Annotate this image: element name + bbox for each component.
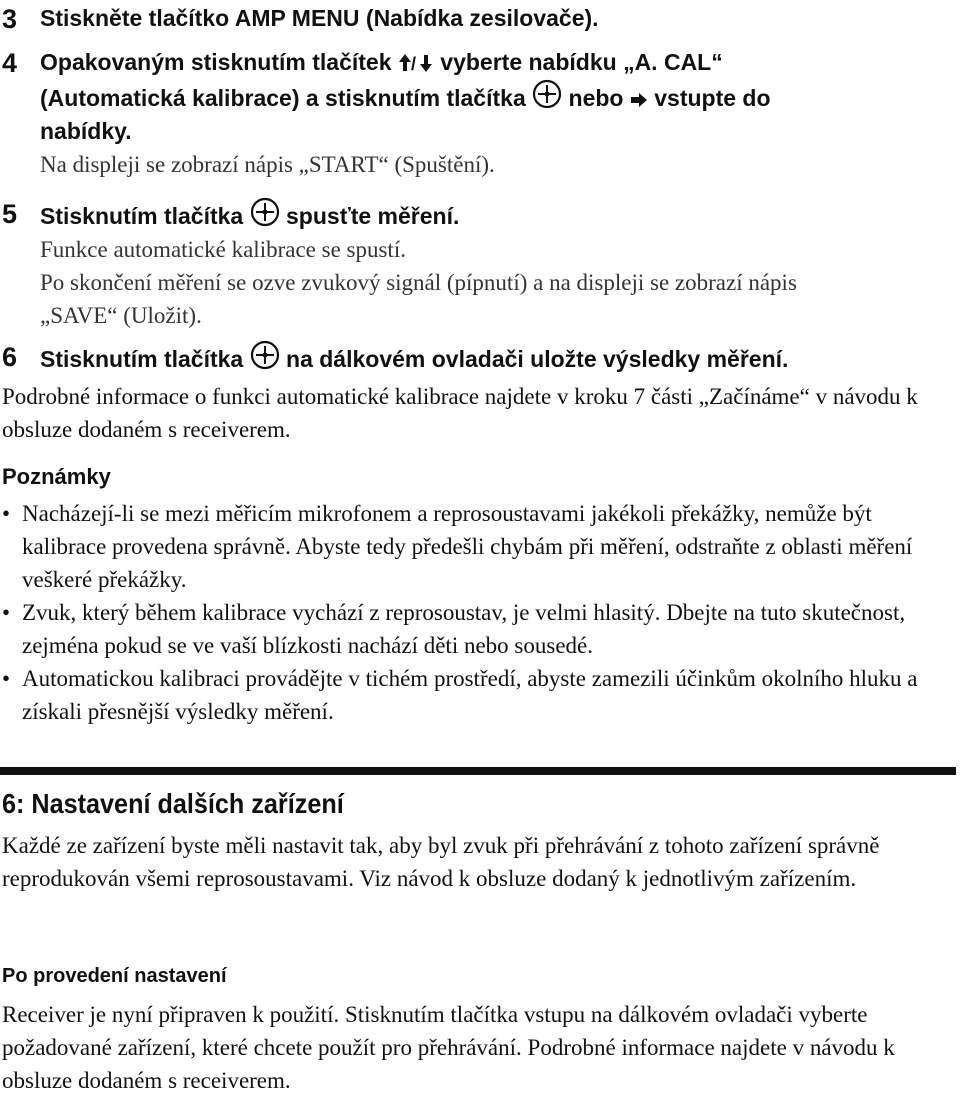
step-heading-text: (Automatická kalibrace) a stisknutím tlačítka	[40, 85, 533, 111]
step-3	[2, 2, 952, 35]
note-item	[0, 497, 952, 596]
note-text: Zvuk, který během kalibrace vychází z reprosoustav, je velmi hlasitý. Dbejte na tuto skutečnost, zejména pokud se ve vaší blízkosti nachází děti nebo sousedé.	[22, 600, 906, 658]
step-heading	[40, 340, 952, 376]
notes-title: Poznámky	[2, 464, 111, 489]
step-heading-text: na dálkovém ovladači uložte výsledky měření.	[279, 346, 789, 372]
notes-list	[0, 497, 952, 728]
step-heading-text: vstupte do	[647, 85, 771, 111]
subsection-body: Receiver je nyní připraven k použití. Stisknutím tlačítka vstupu na dálkovém ovladači vyberte požadované zařízení, které chcete použít pro přehrávání. Podrobné informace najdete v návodu k obsluze dodaném s receiverem.	[2, 1002, 895, 1093]
svg-text:/: /	[410, 54, 416, 73]
step-heading-text: Opakovaným stisknutím tlačítek	[40, 49, 398, 75]
step-heading	[40, 197, 952, 233]
enter-circle-icon	[532, 79, 562, 109]
step-heading-text: spusťte měření.	[279, 203, 460, 229]
auto-calibration-info: Podrobné informace o funkci automatické kalibrace najdete v kroku 7 části „Začínáme“ v návodu k obsluze dodaném s receiverem.	[2, 384, 918, 442]
step-description: Funkce automatické kalibrace se spustí.	[40, 237, 406, 262]
section-title: 6: Nastavení dalších zařízení	[2, 788, 344, 819]
step-heading	[40, 46, 952, 148]
step-heading-text: nebo	[562, 85, 630, 111]
enter-circle-icon	[250, 340, 280, 370]
bullet: •	[2, 666, 11, 691]
step-heading: Stiskněte tlačítko AMP MENU (Nabídka zesilovače).	[40, 5, 599, 31]
section-body: Každé ze zařízení byste měli nastavit tak, aby byl zvuk při přehrávání z tohoto zařízení správně reprodukován všemi reprosoustavami. Viz návod k obsluze dodaný k jednotlivým zařízením.	[2, 833, 880, 891]
right-arrow-icon	[630, 91, 648, 109]
step-number: 5	[2, 199, 18, 229]
step-description: Po skončení měření se ozve zvukový signál (pípnutí) a na displeji se zobrazí nápis	[40, 270, 797, 295]
step-5	[2, 197, 952, 332]
bullet: •	[2, 501, 11, 526]
note-text: Nacházejí-li se mezi měřicím mikrofonem a reprosoustavami jakékoli překážky, nemůže být kalibrace provedena správně. Abyste tedy předešli chybám při měření, odstraňte z oblasti měření veškeré překážky.	[22, 501, 913, 592]
step-number: 3	[2, 4, 18, 34]
step-6	[2, 340, 952, 376]
step-4	[2, 46, 952, 181]
section-divider	[0, 767, 956, 775]
step-number: 6	[2, 342, 18, 372]
step-heading-text: Stisknutím tlačítka	[40, 203, 250, 229]
enter-circle-icon	[250, 197, 280, 227]
note-item	[0, 662, 952, 728]
note-text: Automatickou kalibraci provádějte v tichém prostředí, abyste zamezili účinkům okolního hluku a získali přesnější výsledky měření.	[22, 666, 918, 724]
step-heading-text: nabídky.	[40, 118, 132, 144]
step-heading-text: Stisknutím tlačítka	[40, 346, 250, 372]
step-number: 4	[2, 48, 18, 78]
bullet: •	[2, 600, 11, 625]
subsection-title: Po provedení nastavení	[2, 965, 227, 987]
step-description: Na displeji se zobrazí nápis „START“ (Spuštění).	[40, 152, 495, 177]
step-description: „SAVE“ (Uložit).	[40, 303, 202, 328]
note-item	[0, 596, 952, 662]
step-heading-text: vyberte nabídku „A. CAL“	[433, 49, 723, 75]
up-down-arrows-icon	[398, 53, 434, 73]
